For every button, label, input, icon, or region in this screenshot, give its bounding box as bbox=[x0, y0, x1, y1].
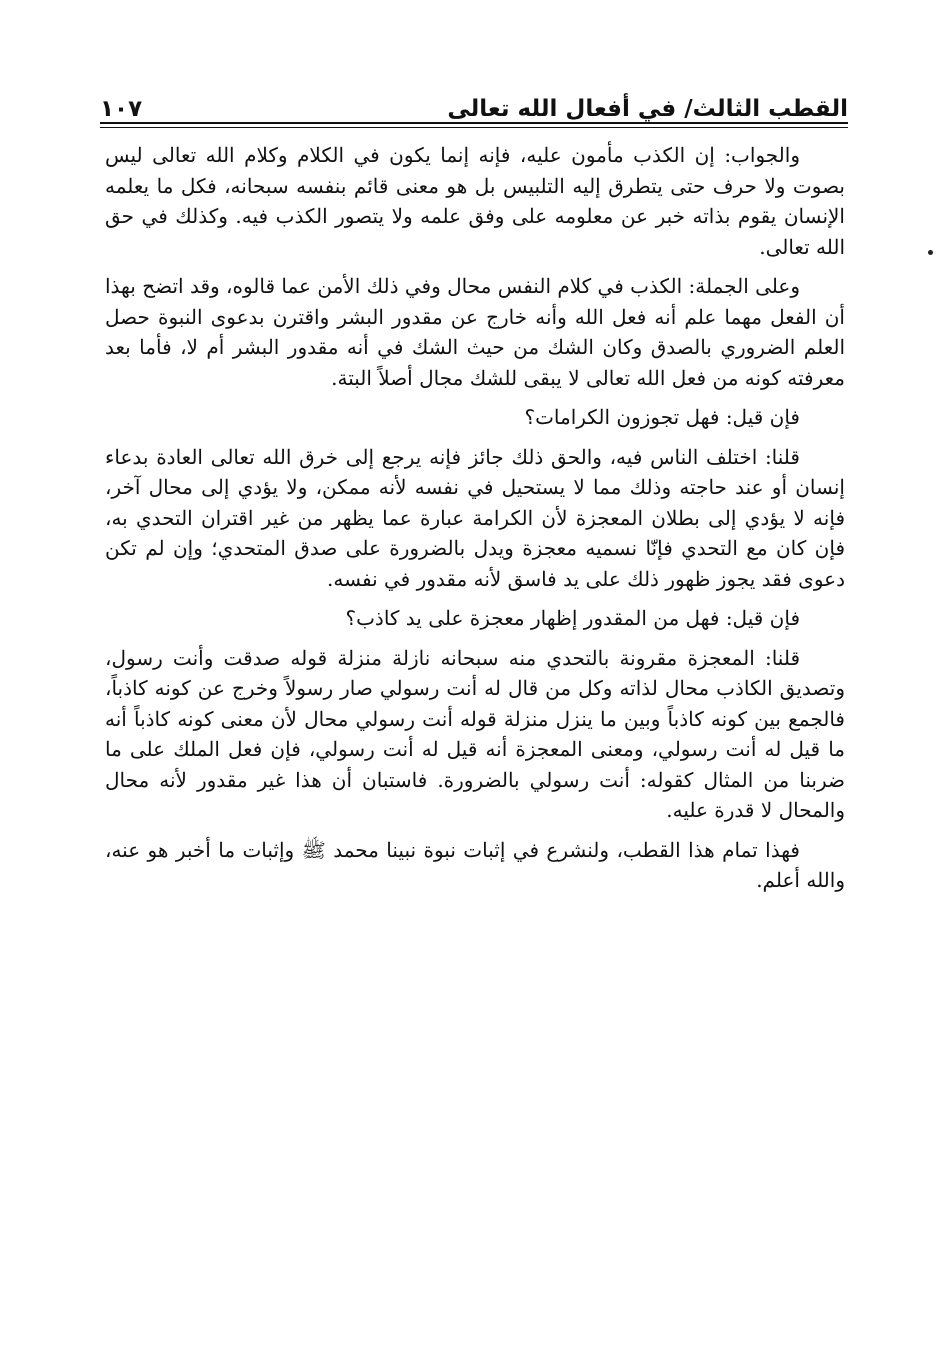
paragraph: فهذا تمام هذا القطب، ولنشرع في إثبات نبوة نبينا محمد ﷺ وإثبات ما أخبر هو عنه، والله أعلم. bbox=[105, 837, 845, 892]
paragraph: قلنا: اختلف الناس فيه، والحق ذلك جائز فإنه يرجع إلى خرق الله تعالى العادة بدعاء إنسان أو عند حاجته وذلك مما لا يستحيل في نفسه لأنه ممكن، ولا يؤدي إلى محال آخر، فإنه لا يؤدي إلى بطلان المعجزة لأن الكرامة عبارة عما يظهر من غير اقتران التحدي به، فإن كان مع التحدي فإنّا نسميه معجزة ويدل بالضرورة على صدق المتحدي؛ وإن لم تكن دعوى فقد يجوز ظهور ذلك على يد فاسق لأنه مقدور في نفسه. bbox=[105, 444, 846, 591]
paragraph: فإن قيل: فهل تجوزون الكرامات؟ bbox=[524, 405, 800, 429]
running-head: القطب الثالث/ في أفعال الله تعالى bbox=[447, 96, 848, 122]
margin-mark bbox=[928, 250, 933, 255]
paragraph: والجواب: إن الكذب مأمون عليه، فإنه إنما يكون في الكلام وكلام الله تعالى ليس بصوت ولا حرف حتى يتطرق إليه التلبيس بل هو معنى قائم بنفسه سبحانه، فكل ما يعلمه الإنسان يقوم بذاته خبر عن معلومه على وفق علمه ولا يتصور الكذب فيه. وكذلك في حق الله تعالى. bbox=[105, 143, 845, 259]
paragraph: فإن قيل: فهل من المقدور إظهار معجزة على يد كاذب؟ bbox=[345, 606, 800, 630]
page-number: ١٠٧ bbox=[100, 96, 143, 122]
header-rule-thick bbox=[100, 122, 848, 124]
body-text bbox=[105, 140, 845, 905]
header-rule-thin bbox=[100, 127, 848, 128]
page-header bbox=[100, 82, 848, 122]
paragraph: قلنا: المعجزة مقرونة بالتحدي منه سبحانه نازلة منزلة قوله صدقت وأنت رسول، وتصديق الكاذب محال لذاته وكل من قال له أنت رسولي صار رسولاً وخرج عن كونه كاذباً، فالجمع بين كونه كاذباً وبين ما ينزل منزلة قوله أنت رسولي محال لأن معنى كونه كاذباً أنه ما قيل له أنت رسولي، ومعنى المعجزة أنه قيل له أنت رسولي، فإن فعل الملك على ما ضربنا من المثال كقوله: أنت رسولي بالضرورة. فاستبان أن هذا غير مقدور لأنه محال والمحال لا قدرة عليه. bbox=[105, 645, 845, 822]
paragraph: وعلى الجملة: الكذب في كلام النفس محال وفي ذلك الأمن عما قالوه، وقد اتضح بهذا أن الفعل مهما علم أنه فعل الله وأنه خارج عن مقدور البشر واقترن بدعوى النبوة حصل العلم الضروري بالصدق وكان الشك من حيث الشك في أنه مقدور البشر أم لا، فأما بعد معرفته كونه من فعل الله تعالى لا يبقى للشك مجال أصلاً البتة. bbox=[105, 274, 845, 390]
